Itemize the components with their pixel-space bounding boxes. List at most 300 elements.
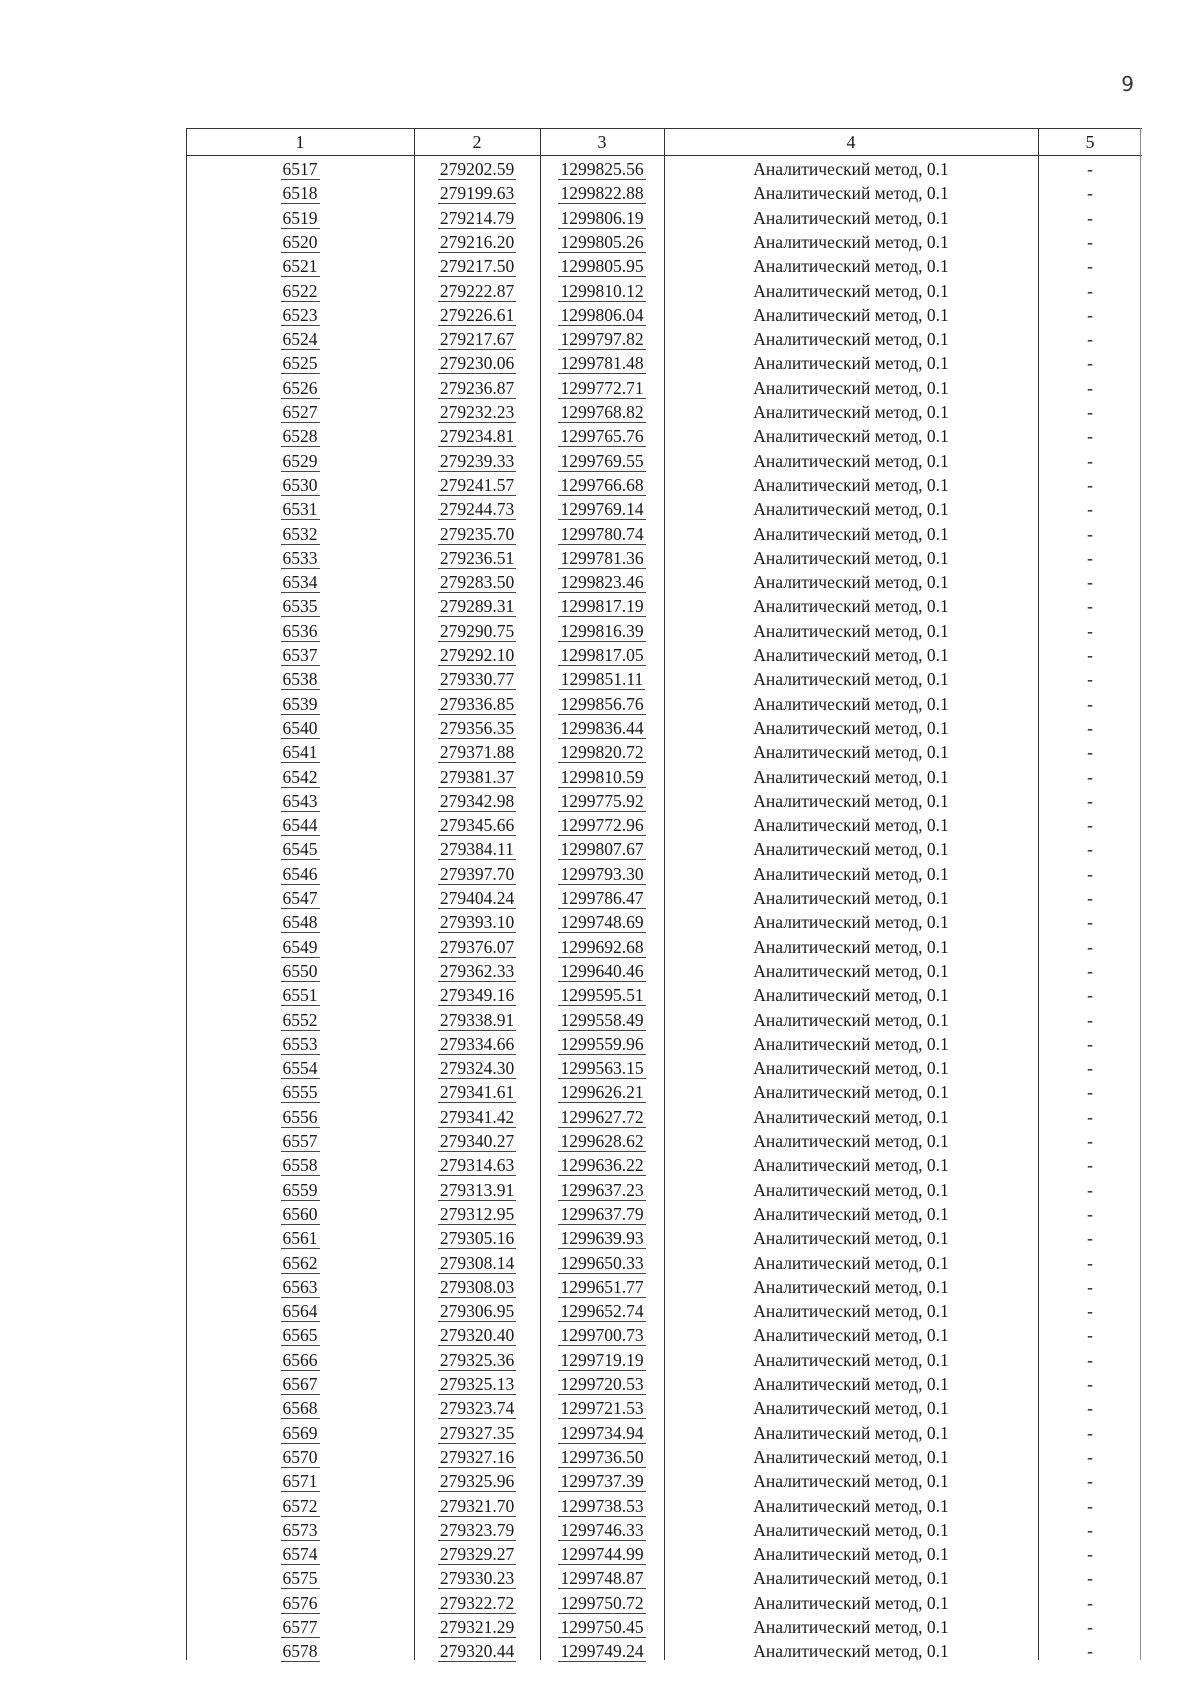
y-coordinate-cell: 1299780.74: [560, 523, 644, 544]
table-row: [186, 473, 1146, 497]
point-number-cell: 6555: [282, 1082, 318, 1103]
note-cell: -: [1087, 1374, 1093, 1394]
table-row: [186, 1421, 1146, 1445]
point-number-cell: 6567: [282, 1374, 318, 1394]
point-number-cell: 6525: [282, 353, 318, 374]
point-number-cell: 6542: [282, 766, 318, 787]
note-cell: -: [1087, 1155, 1093, 1176]
x-coordinate-cell: 279283.50: [439, 572, 515, 593]
method-accuracy-cell: Аналитический метод, 0.1: [753, 547, 949, 568]
point-number-cell: 6538: [282, 669, 318, 690]
method-accuracy-cell: Аналитический метод, 0.1: [753, 183, 949, 204]
method-accuracy-cell: Аналитический метод, 0.1: [753, 1228, 949, 1249]
note-cell: -: [1087, 450, 1093, 471]
table-row: [186, 351, 1146, 375]
table-row: [186, 1251, 1146, 1275]
method-accuracy-cell: Аналитический метод, 0.1: [753, 863, 949, 884]
point-number-cell: 6547: [282, 888, 318, 908]
y-coordinate-cell: 1299558.49: [560, 1009, 644, 1030]
point-number-cell: 6562: [282, 1252, 318, 1273]
header-row: [186, 130, 1146, 154]
method-accuracy-cell: Аналитический метод, 0.1: [753, 1495, 949, 1516]
y-coordinate-cell: 1299769.55: [560, 450, 644, 471]
header-divider: [186, 155, 1142, 156]
table-row: [186, 1129, 1146, 1153]
method-accuracy-cell: Аналитический метод, 0.1: [753, 1276, 949, 1297]
y-coordinate-cell: 1299825.56: [560, 159, 644, 179]
y-coordinate-cell: 1299738.53: [560, 1495, 644, 1516]
x-coordinate-cell: 279404.24: [439, 888, 515, 908]
x-coordinate-cell: 279336.85: [439, 693, 515, 714]
method-accuracy-cell: Аналитический метод, 0.1: [753, 669, 949, 690]
point-number-cell: 6570: [282, 1446, 318, 1467]
method-accuracy-cell: Аналитический метод, 0.1: [753, 1592, 949, 1613]
y-coordinate-cell: 1299769.14: [560, 499, 644, 520]
point-number-cell: 6540: [282, 717, 318, 738]
table-row: [186, 740, 1146, 764]
table-row: [186, 1299, 1146, 1323]
point-number-cell: 6541: [282, 742, 318, 763]
x-coordinate-cell: 279202.59: [439, 159, 515, 179]
x-coordinate-cell: 279384.11: [440, 839, 514, 860]
table-row: [186, 935, 1146, 959]
y-coordinate-cell: 1299749.24: [560, 1641, 644, 1662]
point-number-cell: 6517: [282, 159, 318, 179]
x-coordinate-cell: 279324.30: [439, 1058, 515, 1079]
x-coordinate-cell: 279236.87: [439, 377, 515, 398]
table-row: [186, 181, 1146, 205]
y-coordinate-cell: 1299737.39: [560, 1471, 644, 1492]
table-row: [186, 449, 1146, 473]
point-number-cell: 6552: [282, 1009, 318, 1030]
x-coordinate-cell: 279313.91: [439, 1179, 515, 1200]
method-accuracy-cell: Аналитический метод, 0.1: [753, 985, 949, 1006]
method-accuracy-cell: Аналитический метод, 0.1: [753, 1155, 949, 1176]
page-number: 9: [1121, 72, 1134, 96]
table-row: [186, 1445, 1146, 1469]
table-row: [186, 1639, 1146, 1663]
table-row: [186, 983, 1146, 1007]
method-accuracy-cell: Аналитический метод, 0.1: [753, 815, 949, 836]
table-row: [186, 1348, 1146, 1372]
note-cell: -: [1087, 159, 1093, 179]
y-coordinate-cell: 1299736.50: [560, 1446, 644, 1467]
x-coordinate-cell: 279376.07: [439, 936, 515, 957]
x-coordinate-cell: 279241.57: [439, 474, 515, 495]
note-cell: -: [1087, 1495, 1093, 1516]
point-number-cell: 6572: [282, 1495, 318, 1516]
x-coordinate-cell: 279230.06: [439, 353, 515, 374]
y-coordinate-cell: 1299652.74: [560, 1301, 644, 1322]
note-cell: -: [1087, 377, 1093, 398]
table-row: [186, 1494, 1146, 1518]
method-accuracy-cell: Аналитический метод, 0.1: [753, 450, 949, 471]
x-coordinate-cell: 279342.98: [439, 790, 515, 811]
note-cell: -: [1087, 207, 1093, 228]
y-coordinate-cell: 1299750.72: [560, 1592, 644, 1613]
table-row: [186, 1202, 1146, 1226]
method-accuracy-cell: Аналитический метод, 0.1: [753, 1544, 949, 1565]
table-row: [186, 862, 1146, 886]
x-coordinate-cell: 279289.31: [439, 596, 515, 617]
table-row: [186, 570, 1146, 594]
method-accuracy-cell: Аналитический метод, 0.1: [753, 839, 949, 860]
y-coordinate-cell: 1299806.04: [560, 304, 644, 325]
point-number-cell: 6573: [282, 1519, 318, 1540]
y-coordinate-cell: 1299807.67: [560, 839, 644, 860]
note-cell: -: [1087, 645, 1093, 665]
table-row: [186, 1275, 1146, 1299]
note-cell: -: [1087, 1179, 1093, 1200]
y-coordinate-cell: 1299806.19: [560, 207, 644, 228]
y-coordinate-cell: 1299651.77: [560, 1276, 644, 1297]
x-coordinate-cell: 279290.75: [439, 620, 515, 641]
header-col-4: 4: [846, 132, 856, 152]
x-coordinate-cell: 279321.29: [439, 1617, 515, 1637]
x-coordinate-cell: 279199.63: [439, 183, 515, 204]
point-number-cell: 6537: [282, 645, 318, 665]
note-cell: -: [1087, 572, 1093, 593]
table-row: [186, 1542, 1146, 1566]
y-coordinate-cell: 1299628.62: [560, 1131, 644, 1151]
y-coordinate-cell: 1299744.99: [560, 1544, 644, 1565]
point-number-cell: 6554: [282, 1058, 318, 1079]
note-cell: -: [1087, 1203, 1093, 1224]
note-cell: -: [1087, 1422, 1093, 1443]
y-coordinate-cell: 1299595.51: [560, 985, 644, 1006]
method-accuracy-cell: Аналитический метод, 0.1: [753, 1641, 949, 1662]
y-coordinate-cell: 1299650.33: [560, 1252, 644, 1273]
note-cell: -: [1087, 936, 1093, 957]
point-number-cell: 6563: [282, 1276, 318, 1297]
table-row: [186, 813, 1146, 837]
x-coordinate-cell: 279236.51: [439, 547, 515, 568]
x-coordinate-cell: 279330.23: [439, 1568, 515, 1589]
method-accuracy-cell: Аналитический метод, 0.1: [753, 572, 949, 593]
note-cell: -: [1087, 1131, 1093, 1151]
y-coordinate-cell: 1299856.76: [560, 693, 644, 714]
x-coordinate-cell: 279214.79: [439, 207, 515, 228]
table-row: [186, 1615, 1146, 1639]
y-coordinate-cell: 1299793.30: [560, 863, 644, 884]
point-number-cell: 6568: [282, 1398, 318, 1419]
table-row: [186, 1178, 1146, 1202]
x-coordinate-cell: 279234.81: [439, 426, 515, 447]
table-row: [186, 1080, 1146, 1104]
x-coordinate-cell: 279244.73: [439, 499, 515, 520]
table-row: [186, 497, 1146, 521]
table-row: [186, 910, 1146, 934]
method-accuracy-cell: Аналитический метод, 0.1: [753, 693, 949, 714]
point-number-cell: 6532: [282, 523, 318, 544]
x-coordinate-cell: 279338.91: [439, 1009, 515, 1030]
note-cell: -: [1087, 1252, 1093, 1273]
table-row: [186, 1591, 1146, 1615]
note-cell: -: [1087, 596, 1093, 617]
note-cell: -: [1087, 693, 1093, 714]
x-coordinate-cell: 279235.70: [439, 523, 515, 544]
note-cell: -: [1087, 280, 1093, 301]
point-number-cell: 6533: [282, 547, 318, 568]
x-coordinate-cell: 279325.96: [439, 1471, 515, 1492]
method-accuracy-cell: Аналитический метод, 0.1: [753, 1106, 949, 1127]
note-cell: -: [1087, 1228, 1093, 1249]
method-accuracy-cell: Аналитический метод, 0.1: [753, 523, 949, 544]
note-cell: -: [1087, 1641, 1093, 1662]
note-cell: -: [1087, 669, 1093, 690]
x-coordinate-cell: 279292.10: [439, 645, 515, 665]
x-coordinate-cell: 279216.20: [439, 231, 515, 252]
note-cell: -: [1087, 329, 1093, 350]
table-row: [186, 959, 1146, 983]
note-cell: -: [1087, 547, 1093, 568]
table-row: [186, 716, 1146, 740]
note-cell: -: [1087, 1568, 1093, 1589]
table-row: [186, 667, 1146, 691]
table-row: [186, 1032, 1146, 1056]
method-accuracy-cell: Аналитический метод, 0.1: [753, 329, 949, 350]
y-coordinate-cell: 1299640.46: [560, 960, 644, 981]
method-accuracy-cell: Аналитический метод, 0.1: [753, 377, 949, 398]
note-cell: -: [1087, 742, 1093, 763]
method-accuracy-cell: Аналитический метод, 0.1: [753, 1398, 949, 1419]
table-border-top: [186, 128, 1142, 129]
method-accuracy-cell: Аналитический метод, 0.1: [753, 159, 949, 179]
table-row: [186, 303, 1146, 327]
x-coordinate-cell: 279371.88: [439, 742, 515, 763]
table-row: [186, 279, 1146, 303]
y-coordinate-cell: 1299786.47: [560, 888, 644, 908]
method-accuracy-cell: Аналитический метод, 0.1: [753, 1179, 949, 1200]
method-accuracy-cell: Аналитический метод, 0.1: [753, 207, 949, 228]
y-coordinate-cell: 1299719.19: [560, 1349, 644, 1370]
point-number-cell: 6553: [282, 1033, 318, 1054]
point-number-cell: 6566: [282, 1349, 318, 1370]
note-cell: -: [1087, 766, 1093, 787]
scan-edge-line: [1140, 128, 1141, 1660]
method-accuracy-cell: Аналитический метод, 0.1: [753, 912, 949, 933]
x-coordinate-cell: 279308.14: [439, 1252, 515, 1273]
y-coordinate-cell: 1299626.21: [560, 1082, 644, 1103]
note-cell: -: [1087, 231, 1093, 252]
note-cell: -: [1087, 717, 1093, 738]
note-cell: -: [1087, 815, 1093, 836]
point-number-cell: 6536: [282, 620, 318, 641]
y-coordinate-cell: 1299639.93: [560, 1228, 644, 1249]
y-coordinate-cell: 1299805.26: [560, 231, 644, 252]
method-accuracy-cell: Аналитический метод, 0.1: [753, 499, 949, 520]
x-coordinate-cell: 279327.35: [439, 1422, 515, 1443]
y-coordinate-cell: 1299766.68: [560, 474, 644, 495]
y-coordinate-cell: 1299822.88: [560, 183, 644, 204]
point-number-cell: 6546: [282, 863, 318, 884]
note-cell: -: [1087, 353, 1093, 374]
point-number-cell: 6569: [282, 1422, 318, 1443]
table-row: [186, 1372, 1146, 1396]
point-number-cell: 6524: [282, 329, 318, 350]
point-number-cell: 6558: [282, 1155, 318, 1176]
table-row: [186, 1105, 1146, 1129]
note-cell: -: [1087, 402, 1093, 422]
table-row: [186, 1008, 1146, 1032]
note-cell: -: [1087, 1349, 1093, 1370]
note-cell: -: [1087, 1276, 1093, 1297]
point-number-cell: 6527: [282, 402, 318, 422]
method-accuracy-cell: Аналитический метод, 0.1: [753, 1519, 949, 1540]
point-number-cell: 6560: [282, 1203, 318, 1224]
table-row: [186, 643, 1146, 667]
point-number-cell: 6529: [282, 450, 318, 471]
y-coordinate-cell: 1299746.33: [560, 1519, 644, 1540]
y-coordinate-cell: 1299637.23: [560, 1179, 644, 1200]
table-row: [186, 254, 1146, 278]
method-accuracy-cell: Аналитический метод, 0.1: [753, 1325, 949, 1346]
method-accuracy-cell: Аналитический метод, 0.1: [753, 1446, 949, 1467]
table-row: [186, 1153, 1146, 1177]
table-row: [186, 327, 1146, 351]
x-coordinate-cell: 279381.37: [439, 766, 515, 787]
point-number-cell: 6534: [282, 572, 318, 593]
note-cell: -: [1087, 1398, 1093, 1419]
point-number-cell: 6539: [282, 693, 318, 714]
method-accuracy-cell: Аналитический метод, 0.1: [753, 717, 949, 738]
x-coordinate-cell: 279325.36: [439, 1349, 515, 1370]
x-coordinate-cell: 279305.16: [439, 1228, 515, 1249]
note-cell: -: [1087, 1471, 1093, 1492]
x-coordinate-cell: 279217.67: [439, 329, 515, 350]
method-accuracy-cell: Аналитический метод, 0.1: [753, 426, 949, 447]
y-coordinate-cell: 1299692.68: [560, 936, 644, 957]
point-number-cell: 6576: [282, 1592, 318, 1613]
method-accuracy-cell: Аналитический метод, 0.1: [753, 1203, 949, 1224]
point-number-cell: 6521: [282, 256, 318, 277]
method-accuracy-cell: Аналитический метод, 0.1: [753, 1033, 949, 1054]
y-coordinate-cell: 1299748.69: [560, 912, 644, 933]
note-cell: -: [1087, 1082, 1093, 1103]
table-row: [186, 594, 1146, 618]
point-number-cell: 6577: [282, 1617, 318, 1637]
note-cell: -: [1087, 985, 1093, 1006]
x-coordinate-cell: 279397.70: [439, 863, 515, 884]
y-coordinate-cell: 1299810.59: [560, 766, 644, 787]
method-accuracy-cell: Аналитический метод, 0.1: [753, 353, 949, 374]
point-number-cell: 6559: [282, 1179, 318, 1200]
point-number-cell: 6528: [282, 426, 318, 447]
y-coordinate-cell: 1299817.05: [560, 645, 644, 665]
method-accuracy-cell: Аналитический метод, 0.1: [753, 1568, 949, 1589]
y-coordinate-cell: 1299823.46: [560, 572, 644, 593]
y-coordinate-cell: 1299637.79: [560, 1203, 644, 1224]
method-accuracy-cell: Аналитический метод, 0.1: [753, 766, 949, 787]
method-accuracy-cell: Аналитический метод, 0.1: [753, 1131, 949, 1151]
note-cell: -: [1087, 1446, 1093, 1467]
method-accuracy-cell: Аналитический метод, 0.1: [753, 1301, 949, 1322]
point-number-cell: 6545: [282, 839, 318, 860]
x-coordinate-cell: 279306.95: [439, 1301, 515, 1322]
point-number-cell: 6551: [282, 985, 318, 1006]
method-accuracy-cell: Аналитический метод, 0.1: [753, 280, 949, 301]
point-number-cell: 6557: [282, 1131, 318, 1151]
note-cell: -: [1087, 304, 1093, 325]
x-coordinate-cell: 279217.50: [439, 256, 515, 277]
method-accuracy-cell: Аналитический метод, 0.1: [753, 742, 949, 763]
method-accuracy-cell: Аналитический метод, 0.1: [753, 1252, 949, 1273]
x-coordinate-cell: 279321.70: [439, 1495, 515, 1516]
table-row: [186, 522, 1146, 546]
note-cell: -: [1087, 1544, 1093, 1565]
method-accuracy-cell: Аналитический метод, 0.1: [753, 304, 949, 325]
table-row: [186, 886, 1146, 910]
table-row: [186, 206, 1146, 230]
y-coordinate-cell: 1299765.76: [560, 426, 644, 447]
note-cell: -: [1087, 1617, 1093, 1637]
note-cell: -: [1087, 1033, 1093, 1054]
y-coordinate-cell: 1299836.44: [560, 717, 644, 738]
note-cell: -: [1087, 426, 1093, 447]
note-cell: -: [1087, 1325, 1093, 1346]
y-coordinate-cell: 1299820.72: [560, 742, 644, 763]
method-accuracy-cell: Аналитический метод, 0.1: [753, 1009, 949, 1030]
x-coordinate-cell: 279329.27: [439, 1544, 515, 1565]
method-accuracy-cell: Аналитический метод, 0.1: [753, 620, 949, 641]
x-coordinate-cell: 279341.42: [439, 1106, 515, 1127]
x-coordinate-cell: 279323.79: [439, 1519, 515, 1540]
method-accuracy-cell: Аналитический метод, 0.1: [753, 1082, 949, 1103]
y-coordinate-cell: 1299700.73: [560, 1325, 644, 1346]
x-coordinate-cell: 279323.74: [439, 1398, 515, 1419]
table-row: [186, 230, 1146, 254]
point-number-cell: 6522: [282, 280, 318, 301]
note-cell: -: [1087, 1009, 1093, 1030]
y-coordinate-cell: 1299636.22: [560, 1155, 644, 1176]
x-coordinate-cell: 279362.33: [439, 960, 515, 981]
y-coordinate-cell: 1299781.36: [560, 547, 644, 568]
note-cell: -: [1087, 1592, 1093, 1613]
table-row: [186, 1226, 1146, 1250]
method-accuracy-cell: Аналитический метод, 0.1: [753, 474, 949, 495]
point-number-cell: 6561: [282, 1228, 318, 1249]
coordinates-table: [186, 128, 1146, 1660]
method-accuracy-cell: Аналитический метод, 0.1: [753, 231, 949, 252]
point-number-cell: 6526: [282, 377, 318, 398]
y-coordinate-cell: 1299772.71: [560, 377, 644, 398]
table-row: [186, 1396, 1146, 1420]
y-coordinate-cell: 1299817.19: [560, 596, 644, 617]
x-coordinate-cell: 279340.27: [439, 1131, 515, 1151]
x-coordinate-cell: 279345.66: [439, 815, 515, 836]
x-coordinate-cell: 279341.61: [439, 1082, 515, 1103]
note-cell: -: [1087, 1519, 1093, 1540]
note-cell: -: [1087, 474, 1093, 495]
point-number-cell: 6564: [282, 1301, 318, 1322]
method-accuracy-cell: Аналитический метод, 0.1: [753, 1617, 949, 1637]
method-accuracy-cell: Аналитический метод, 0.1: [753, 645, 949, 665]
note-cell: -: [1087, 1058, 1093, 1079]
note-cell: -: [1087, 1301, 1093, 1322]
point-number-cell: 6578: [282, 1641, 318, 1662]
method-accuracy-cell: Аналитический метод, 0.1: [753, 1471, 949, 1492]
method-accuracy-cell: Аналитический метод, 0.1: [753, 1422, 949, 1443]
header-col-5: 5: [1085, 132, 1095, 152]
method-accuracy-cell: Аналитический метод, 0.1: [753, 402, 949, 422]
point-number-cell: 6520: [282, 231, 318, 252]
y-coordinate-cell: 1299775.92: [560, 790, 644, 811]
y-coordinate-cell: 1299797.82: [560, 329, 644, 350]
method-accuracy-cell: Аналитический метод, 0.1: [753, 256, 949, 277]
point-number-cell: 6535: [282, 596, 318, 617]
table-row: [186, 424, 1146, 448]
point-number-cell: 6531: [282, 499, 318, 520]
